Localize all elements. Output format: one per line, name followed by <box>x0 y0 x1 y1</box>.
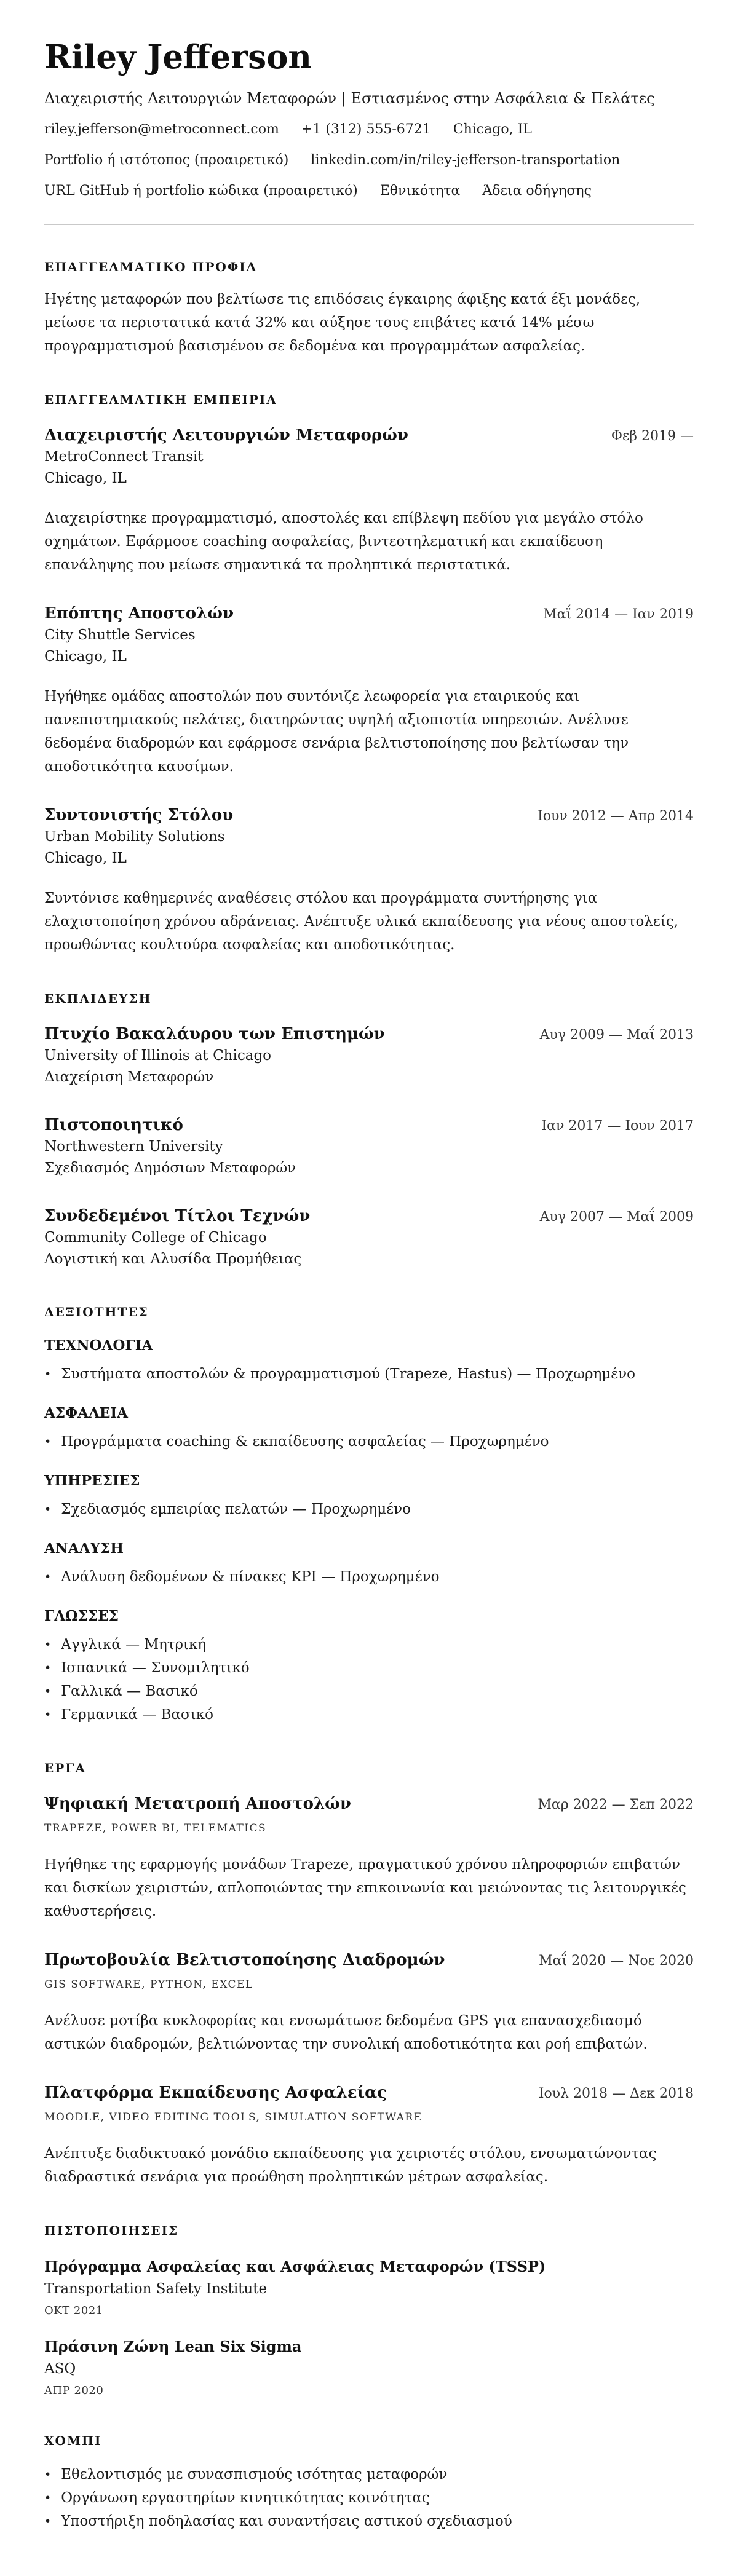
project-description: Ανέλυσε μοτίβα κυκλοφορίας και ενσωμάτωσε δεδομένα GPS για επανασχεδιασμό αστικών διαδρομών, βελτιώνοντας την συνολική αποδοτικότητα και ροή επιβατών. <box>44 2013 648 2052</box>
language-item-text: Ισπανικά — Συνομιλητικό <box>61 1660 250 1676</box>
bullet-icon: • <box>44 1367 52 1381</box>
project-entry <box>44 1949 694 2056</box>
hobby-item-text: Υποστήριξη ποδηλασίας και συναντήσεις αστικού σχεδιασμού <box>61 2513 512 2529</box>
project-dates: Μαΐ 2020 — Νοε 2020 <box>539 1953 694 1969</box>
skill-item-text: Σχεδιασμός εμπειρίας πελατών — Προχωρημένο <box>61 1501 411 1517</box>
skill-group-title: ΑΝΑΛΥΣΗ <box>44 1540 124 1557</box>
driving-license-label: Άδεια οδήγησης <box>482 183 592 199</box>
job-entry <box>44 804 694 957</box>
hobby-item-text: Οργάνωση εργαστηρίων κινητικότητας κοινότητας <box>61 2490 430 2506</box>
certifications-heading: ΠΙΣΤΟΠΟΙΗΣΕΙΣ <box>44 2223 179 2238</box>
skill-group-title: ΓΛΩΣΣΕΣ <box>44 1608 119 1624</box>
section-education <box>44 990 694 1270</box>
skill-item <box>44 1430 694 1453</box>
job-description: Ηγήθηκε ομάδας αποστολών που συντόνιζε λεωφορεία για εταιρικούς και πανεπιστημιακούς πελάτες, διατηρώντας υψηλή αξιοπιστία υπηρεσιών. Ανέλυσε δεδομένα διαδρομών και εφάρμοσε σενάρια βελτιστοποίησης που βελτίωσαν την αποδοτικότητα καυσίμων. <box>44 689 629 775</box>
bullet-icon: • <box>44 1638 52 1651</box>
skill-item <box>44 1498 694 1521</box>
degree-title: Πιστοποιητικό <box>44 1116 183 1134</box>
certification-title: Πράσινη Ζώνη Lean Six Sigma <box>44 2337 302 2355</box>
github-label: URL GitHub ή portfolio κώδικα (προαιρετικό) <box>44 183 358 199</box>
skill-group-languages <box>44 1606 694 1726</box>
nationality-label: Εθνικότητα <box>379 183 461 199</box>
project-title-row <box>44 2082 694 2104</box>
skill-group-analysis <box>44 1538 694 1589</box>
location-text: Chicago, IL <box>453 122 532 137</box>
degree-title: Πτυχίο Βακαλάυρου των Επιστημών <box>44 1025 385 1043</box>
skill-group-title: ΥΠΗΡΕΣΙΕΣ <box>44 1472 140 1489</box>
section-hobbies <box>44 2432 694 2533</box>
skill-list <box>44 1498 694 1521</box>
section-skills <box>44 1303 694 1726</box>
hobby-item <box>44 2463 694 2486</box>
resume-header <box>44 39 694 200</box>
job-dates: Μαΐ 2014 — Ιαν 2019 <box>543 607 694 622</box>
language-item <box>44 1680 694 1703</box>
skill-group-services <box>44 1471 694 1521</box>
field-of-study: Διαχείριση Μεταφορών <box>44 1069 214 1085</box>
skill-list <box>44 1430 694 1453</box>
job-location: Chicago, IL <box>44 649 127 665</box>
project-entry <box>44 2082 694 2189</box>
skill-group-title: ΤΕΧΝΟΛΟΓΙΑ <box>44 1337 153 1354</box>
education-entry <box>44 1023 694 1088</box>
hobby-item <box>44 2510 694 2533</box>
project-technologies: GIS SOFTWARE, PYTHON, EXCEL <box>44 1978 253 1991</box>
linkedin-url-text: linkedin.com/in/riley-jefferson-transportation <box>311 152 621 168</box>
project-dates: Μαρ 2022 — Σεπ 2022 <box>538 1797 694 1812</box>
skill-list <box>44 1565 694 1589</box>
project-technologies: MOODLE, VIDEO EDITING TOOLS, SIMULATION SOFTWARE <box>44 2111 423 2124</box>
hobby-list <box>44 2463 694 2533</box>
project-title-row <box>44 1949 694 1971</box>
job-dates: Ιουν 2012 — Απρ 2014 <box>538 808 694 824</box>
skill-item <box>44 1362 694 1386</box>
header-divider <box>44 224 694 225</box>
education-title-row <box>44 1114 694 1136</box>
certification-entry <box>44 2256 694 2319</box>
language-item <box>44 1703 694 1726</box>
bullet-icon: • <box>44 2468 52 2481</box>
language-item <box>44 1633 694 1656</box>
education-heading: ΕΚΠΑΙΔΕΥΣΗ <box>44 991 152 1006</box>
bullet-icon: • <box>44 1708 52 1721</box>
language-item-text: Αγγλικά — Μητρική <box>61 1637 207 1653</box>
certification-title: Πρόγραμμα Ασφαλείας και Ασφάλειας Μεταφορών (TSSP) <box>44 2258 546 2275</box>
bullet-icon: • <box>44 1685 52 1698</box>
project-description: Ανέπτυξε διαδικτυακό μονάδιο εκπαίδευσης για χειριστές στόλου, ενσωματώνοντας διαδραστικά σενάρια για προώθηση προληπτικών μέτρων ασφαλείας. <box>44 2146 657 2185</box>
language-item-text: Γερμανικά — Βασικό <box>61 1707 213 1723</box>
certification-entry <box>44 2336 694 2399</box>
school-name: Community College of Chicago <box>44 1230 267 1246</box>
job-title-row <box>44 603 694 625</box>
certification-date: ΟΚΤ 2021 <box>44 2304 103 2317</box>
candidate-name: Riley Jefferson <box>44 38 312 76</box>
project-entry <box>44 1793 694 1923</box>
job-title: Διαχειριστής Λειτουργιών Μεταφορών <box>44 426 408 444</box>
experience-heading: ΕΠΑΓΓΕΛΜΑΤΙΚΗ ΕΜΠΕΙΡΙΑ <box>44 392 277 407</box>
bullet-icon: • <box>44 1503 52 1516</box>
bullet-icon: • <box>44 2515 52 2528</box>
education-title-row <box>44 1023 694 1045</box>
project-title-row <box>44 1793 694 1815</box>
degree-title: Συνδεδεμένοι Τίτλοι Τεχνών <box>44 1207 311 1225</box>
hobbies-heading: ΧΟΜΠΙ <box>44 2433 102 2448</box>
project-dates: Ιουλ 2018 — Δεκ 2018 <box>538 2086 694 2101</box>
skill-list <box>44 1362 694 1386</box>
job-entry <box>44 424 694 577</box>
bullet-icon: • <box>44 1570 52 1584</box>
contact-row-2 <box>44 151 694 170</box>
education-dates: Ιαν 2017 — Ιουν 2017 <box>541 1118 694 1134</box>
profile-heading: ΕΠΑΓΓΕΛΜΑΤΙΚΟ ΠΡΟΦΙΛ <box>44 259 258 274</box>
job-description: Διαχειρίστηκε προγραμματισμό, αποστολές και επίβλεψη πεδίου για μεγάλο στόλο οχημάτων. Εφάρμοσε coaching ασφαλείας, βιντεοτηλεματική και εκπαίδευση επανάληψης που μείωσε σημαντικά τα προληπτικά περιστατικά. <box>44 510 643 573</box>
profile-text: Ηγέτης μεταφορών που βελτίωσε τις επιδόσεις έγκαιρης άφιξης κατά έξι μονάδες, μείωσε τα περιστατικά κατά 32% και αύξησε τους επιβάτες κατά 14% μέσω προγραμματισμού βασισμένου σε δεδομένα και προγραμμάτων ασφαλείας. <box>44 291 641 354</box>
job-title-row <box>44 424 694 446</box>
language-list <box>44 1633 694 1726</box>
job-title: Συντονιστής Στόλου <box>44 806 234 824</box>
job-entry <box>44 603 694 778</box>
hobby-item-text: Εθελοντισμός με συνασπισμούς ισότητας μεταφορών <box>61 2467 448 2483</box>
job-location: Chicago, IL <box>44 850 127 866</box>
certification-issuer: Transportation Safety Institute <box>44 2281 268 2297</box>
project-title: Πλατφόρμα Εκπαίδευσης Ασφαλείας <box>44 2084 387 2102</box>
skill-item-text: Ανάλυση δεδομένων & πίνακες KPI — Προχωρημένο <box>61 1569 440 1585</box>
portfolio-label: Portfolio ή ιστότοπος (προαιρετικό) <box>44 152 289 168</box>
education-dates: Αυγ 2009 — Μαΐ 2013 <box>539 1027 694 1043</box>
skill-item-text: Συστήματα αποστολών & προγραμματισμού (Trapeze, Hastus) — Προχωρημένο <box>61 1366 635 1382</box>
school-name: Northwestern University <box>44 1139 223 1155</box>
field-of-study: Σχεδιασμός Δημόσιων Μεταφορών <box>44 1160 296 1176</box>
section-projects <box>44 1760 694 2189</box>
education-title-row <box>44 1205 694 1227</box>
job-title: Επόπτης Αποστολών <box>44 604 234 623</box>
language-item <box>44 1656 694 1680</box>
section-certifications <box>44 2222 694 2399</box>
project-description: Ηγήθηκε της εφαρμογής μονάδων Trapeze, πραγματικού χρόνου πληροφοριών επιβατών και δισκίων χειριστών, απλοποιώντας την επικοινωνία και μειώνοντας τις λειτουργικές καθυστερήσεις. <box>44 1857 686 1919</box>
education-dates: Αυγ 2007 — Μαΐ 2009 <box>539 1209 694 1225</box>
skill-group-title: ΑΣΦΑΛΕΙΑ <box>44 1405 128 1421</box>
skills-heading: ΔΕΞΙΟΤΗΤΕΣ <box>44 1305 149 1319</box>
field-of-study: Λογιστική και Αλυσίδα Προμήθειας <box>44 1251 302 1267</box>
email-text: riley.jefferson@metroconnect.com <box>44 122 279 137</box>
job-company: MetroConnect Transit <box>44 449 204 465</box>
project-title: Πρωτοβουλία Βελτιστοποίησης Διαδρομών <box>44 1951 445 1969</box>
job-company: Urban Mobility Solutions <box>44 829 225 845</box>
candidate-headline: Διαχειριστής Λειτουργιών Μεταφορών | Εστιασμένος στην Ασφάλεια & Πελάτες <box>44 90 655 107</box>
section-experience <box>44 391 694 957</box>
certification-date: ΑΠΡ 2020 <box>44 2384 104 2397</box>
bullet-icon: • <box>44 1435 52 1448</box>
job-title-row <box>44 804 694 826</box>
job-location: Chicago, IL <box>44 470 127 486</box>
job-dates: Φεβ 2019 — <box>611 429 694 444</box>
skill-group-safety <box>44 1403 694 1453</box>
language-item-text: Γαλλικά — Βασικό <box>61 1683 198 1699</box>
bullet-icon: • <box>44 1661 52 1675</box>
section-profile <box>44 258 694 358</box>
bullet-icon: • <box>44 2491 52 2505</box>
skill-item <box>44 1565 694 1589</box>
project-title: Ψηφιακή Μετατροπή Αποστολών <box>44 1795 351 1813</box>
skill-item-text: Προγράμματα coaching & εκπαίδευσης ασφαλείας — Προχωρημένο <box>61 1434 549 1450</box>
projects-heading: ΕΡΓΑ <box>44 1761 86 1776</box>
school-name: University of Illinois at Chicago <box>44 1048 272 1064</box>
skill-group-technology <box>44 1335 694 1386</box>
education-entry <box>44 1205 694 1270</box>
phone-text: +1 (312) 555-6721 <box>301 122 431 137</box>
hobby-item <box>44 2486 694 2510</box>
contact-row-1 <box>44 121 694 139</box>
project-technologies: TRAPEZE, POWER BI, TELEMATICS <box>44 1822 267 1835</box>
job-description: Συντόνισε καθημερινές αναθέσεις στόλου και προγράμματα συντήρησης για ελαχιστοποίηση χρόνου αδράνειας. Ανέπτυξε υλικά εκπαίδευσης για νέους αποστολείς, προωθώντας κουλτούρα ασφαλείας και αποδοτικότητας. <box>44 890 679 953</box>
education-entry <box>44 1114 694 1179</box>
job-company: City Shuttle Services <box>44 627 196 643</box>
certification-issuer: ASQ <box>44 2361 76 2377</box>
contact-row-3 <box>44 182 694 200</box>
